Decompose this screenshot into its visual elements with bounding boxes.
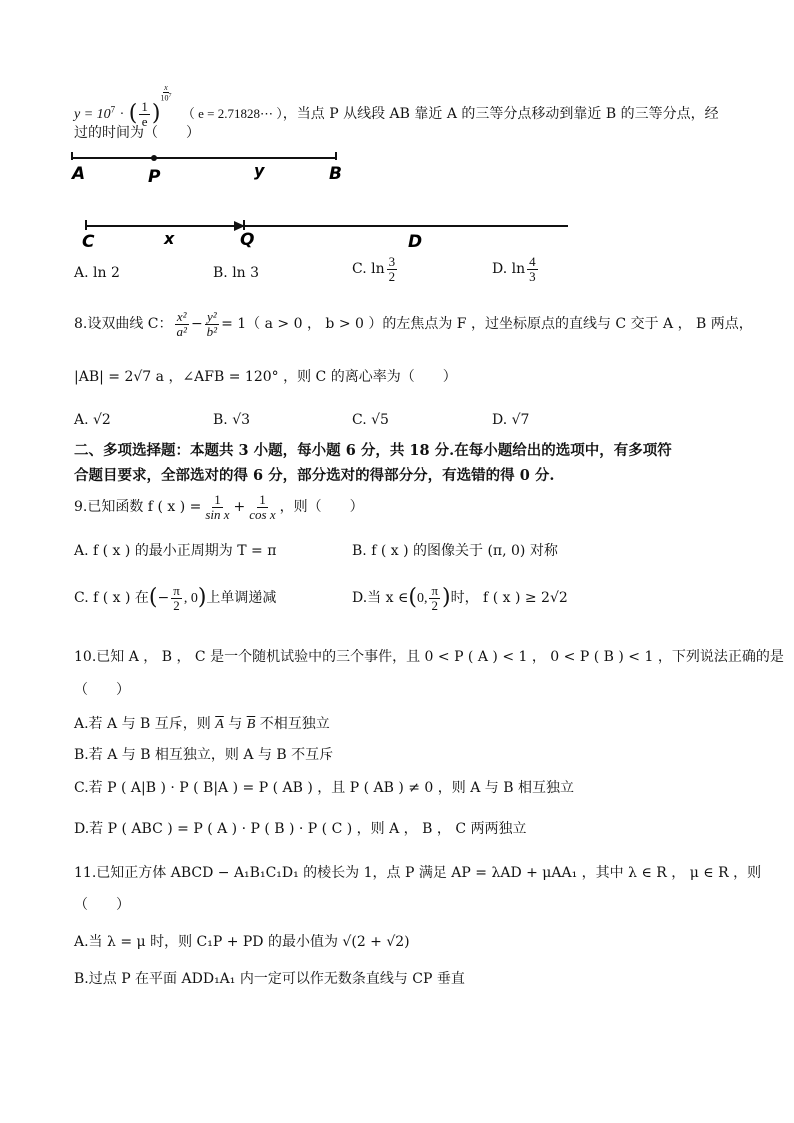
label-a: A xyxy=(72,164,86,184)
q10-option-d: D.若 P ( ABC ) = P ( A ) · P ( B ) · P ( C ) ，则 A ， B ， C 两两独立 xyxy=(74,821,527,837)
q7-option-a: A. ln 2 xyxy=(74,265,120,281)
q10-line1: 10.已知 A ， B ， C 是一个随机试验中的三个事件，且 0 < P ( A ) < 1 ， 0 < P ( B ) < 1 ，下列说法正确的是 xyxy=(74,649,784,665)
label-x: x xyxy=(164,229,175,248)
q10-option-c: C.若 P ( A|B ) · P ( B|A ) = P ( AB ) ，且 P ( AB ) ≠ 0 ，则 A 与 B 相互独立 xyxy=(74,780,574,796)
label-q: Q xyxy=(240,230,255,250)
q11-option-b: B.过点 P 在平面 ADD₁A₁ 内一定可以作无数条直线与 CP 垂直 xyxy=(74,971,465,987)
q7-formula-exponent: x 107 xyxy=(160,83,172,103)
q10-option-a: A.若 A 与 B 互斥，则 $\overline{A}$ 与 $\overline{B}$ 不相互独立 xyxy=(74,716,330,732)
q7-e-value: （ e = 2.71828⋯ ） xyxy=(181,106,283,121)
label-d: D xyxy=(408,232,423,252)
q11-line1: 11.已知正方体 ABCD − A₁B₁C₁D₁ 的棱长为 1，点 P 满足 AP = λAD + μAA₁ ，其中 λ ∈ R ， μ ∈ R ，则 xyxy=(74,865,762,881)
q7-formula-line: $y = 10^7$ · ( $\frac{1}{e}$ ) $^{\frac{x}{10^7}}$ （ e = 2.71828⋯ ），当点 P 从线段 AB 靠近 A 的三等分点移动到靠近 B 的三等分点，经 xyxy=(74,83,719,129)
q8-line1: 8.设双曲线 C： $\frac{\text{x²}}{\text{a²}}$ − $\frac{\text{y²}}{\text{b²}}$ = 1（ a > 0 ， b > 0 ）的左焦点为 F ，过坐标原点的直线与 C 交于 A ， B 两点， xyxy=(74,309,753,339)
q9-option-a: A. f ( x ) 的最小正周期为 T = π xyxy=(74,543,277,559)
section2-line1: 二、多项选择题：本题共 3 小题，每小题 6 分，共 18 分.在每小题给出的选项中，有多项符 xyxy=(74,442,672,459)
q7-text-line2: 过的时间为（ ） xyxy=(74,125,200,141)
q7-formula-exp7: 7 xyxy=(110,104,116,115)
q7-formula-frac: $\frac{1}{e}$ xyxy=(141,98,148,129)
q7-text-line1: ，当点 P 从线段 AB 靠近 A 的三等分点移动到靠近 B 的三等分点，经 xyxy=(282,106,719,122)
q8-option-c: C. √5 xyxy=(352,412,389,428)
q9-stem: 9.已知函数 f ( x ) = $\frac{1}{\text{sin x}}$ + $\frac{1}{\text{cos x}}$ ，则（ ） xyxy=(74,492,364,522)
label-b: B xyxy=(329,164,342,184)
q7-formula-y: y = 10 xyxy=(74,107,111,122)
point-p xyxy=(151,155,157,161)
q10-line2: （ ） xyxy=(74,682,130,698)
q7-option-c: C. ln $\frac{3}{2}$ xyxy=(352,254,396,284)
q11-option-a: A.当 λ = μ 时，则 C₁P + PD 的最小值为 √(2 + √2) xyxy=(74,934,410,950)
q8-line2: |AB| = 2√7 a ，∠AFB = 120° ，则 C 的离心率为（ ） xyxy=(74,369,457,385)
q10-option-b: B.若 A 与 B 相互独立，则 A 与 B 不互斥 xyxy=(74,747,334,763)
q8-option-b: B. √3 xyxy=(213,412,251,428)
q9-option-d: D.当 x ∈(0, $\frac{\pi}{2}$ )时， f ( x ) ≥ 2√2 xyxy=(352,583,568,613)
q7-option-b: B. ln 3 xyxy=(213,265,260,281)
q9-option-c: C. f ( x ) 在(− $\frac{\pi}{2}$ , 0)上单调递减 xyxy=(74,583,277,613)
q9-option-b: B. f ( x ) 的图像关于 (π, 0) 对称 xyxy=(352,543,558,559)
label-p: P xyxy=(148,167,161,187)
section2-line2: 合题目要求，全部选对的得 6 分，部分选对的得部分分，有选错的得 0 分. xyxy=(74,467,555,484)
label-y: y xyxy=(254,161,265,180)
q7-option-d: D. ln $\frac{4}{3}$ xyxy=(492,254,536,284)
q8-option-d: D. √7 xyxy=(492,412,530,428)
q7-diagram xyxy=(68,148,588,258)
q8-option-a: A. √2 xyxy=(74,412,111,428)
q11-line2: （ ） xyxy=(74,897,130,913)
label-c: C xyxy=(82,232,95,252)
